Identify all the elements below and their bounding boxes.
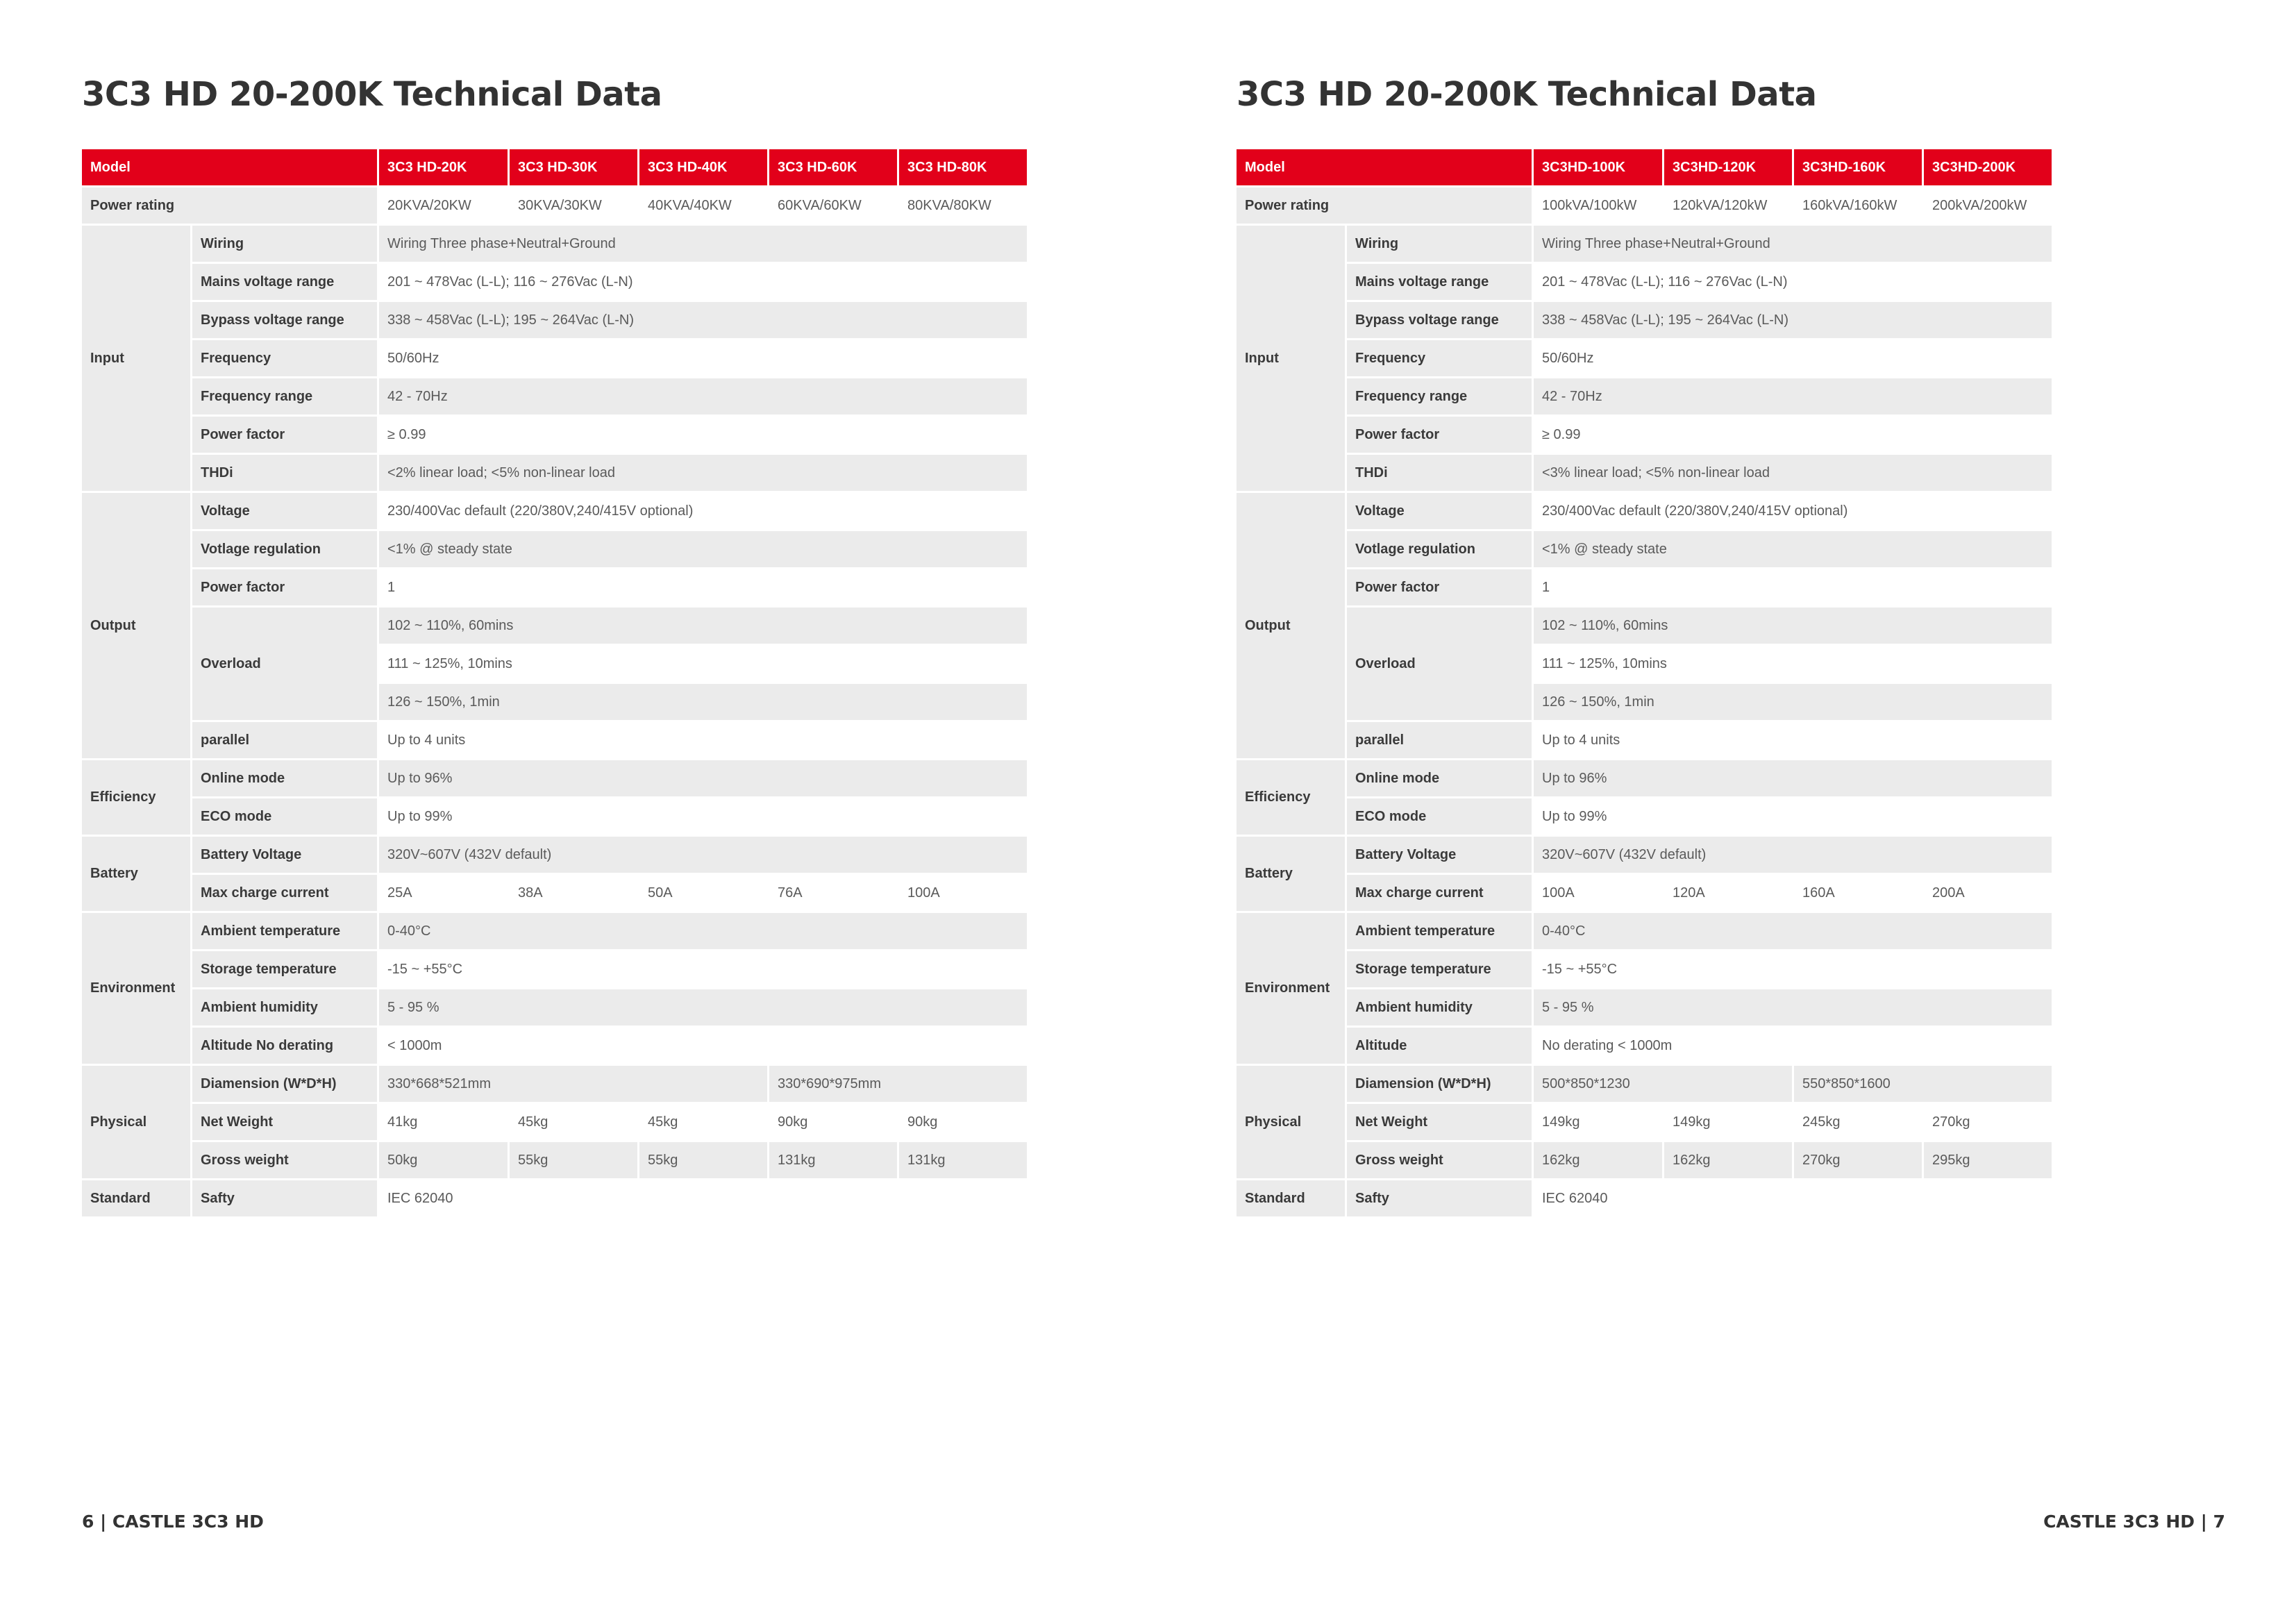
efficiency-category: Efficiency	[1237, 760, 1345, 835]
power-rating-value: 30KVA/30KW	[510, 187, 637, 224]
safety-value: IEC 62040	[1534, 1180, 2052, 1216]
table-row	[82, 1142, 1027, 1178]
table-row	[82, 913, 1027, 949]
page-title: 3C3 HD 20-200K Technical Data	[82, 75, 662, 114]
overload-value: 102 ~ 110%, 60mins	[1534, 608, 2052, 644]
table-row	[1237, 187, 2052, 224]
table-row	[1237, 837, 2052, 873]
table-row	[1237, 264, 2052, 300]
frequency-range-value: 42 - 70Hz	[1534, 378, 2052, 415]
output-category: Output	[1237, 493, 1345, 758]
gross-weight-label: Gross weight	[192, 1142, 377, 1178]
storage-temp-value: -15 ~ +55°C	[1534, 951, 2052, 987]
thdi-value: <3% linear load; <5% non-linear load	[1534, 455, 2052, 491]
table-row	[1237, 417, 2052, 453]
battery-category: Battery	[82, 837, 190, 911]
table-row	[1237, 1180, 2052, 1216]
ambient-temp-label: Ambient temperature	[1347, 913, 1532, 949]
bypass-voltage-value: 338 ~ 458Vac (L-L); 195 ~ 264Vac (L-N)	[1534, 302, 2052, 338]
online-mode-label: Online mode	[1347, 760, 1532, 796]
dimension-label: Diamension (W*D*H)	[1347, 1066, 1532, 1102]
gross-weight-value: 55kg	[639, 1142, 767, 1178]
model-name: 3C3 HD-60K	[769, 149, 897, 185]
frequency-value: 50/60Hz	[1534, 340, 2052, 376]
dimension-value: 550*850*1600	[1794, 1066, 2052, 1102]
input-power-factor-value: ≥ 0.99	[1534, 417, 2052, 453]
table-row	[1237, 951, 2052, 987]
power-rating-value: 60KVA/60KW	[769, 187, 897, 224]
table-row	[82, 264, 1027, 300]
altitude-value: < 1000m	[379, 1028, 1027, 1064]
charge-current-value: 50A	[639, 875, 767, 911]
humidity-value: 5 - 95 %	[379, 989, 1027, 1026]
thdi-label: THDi	[1347, 455, 1532, 491]
overload-label: Overload	[1347, 608, 1532, 720]
gross-weight-value: 295kg	[1924, 1142, 2052, 1178]
spec-table-right	[1234, 147, 2054, 1219]
table-row	[82, 951, 1027, 987]
net-weight-value: 270kg	[1924, 1104, 2052, 1140]
charge-current-value: 38A	[510, 875, 637, 911]
table-row	[82, 1028, 1027, 1064]
online-mode-value: Up to 96%	[1534, 760, 2052, 796]
net-weight-value: 149kg	[1664, 1104, 1792, 1140]
net-weight-value: 149kg	[1534, 1104, 1662, 1140]
model-name: 3C3 HD-40K	[639, 149, 767, 185]
battery-voltage-label: Battery Voltage	[1347, 837, 1532, 873]
wiring-value: Wiring Three phase+Neutral+Ground	[379, 226, 1027, 262]
table-row	[82, 302, 1027, 338]
mains-voltage-value: 201 ~ 478Vac (L-L); 116 ~ 276Vac (L-N)	[1534, 264, 2052, 300]
table-row	[82, 1180, 1027, 1216]
eco-mode-value: Up to 99%	[379, 798, 1027, 835]
safety-value: IEC 62040	[379, 1180, 1027, 1216]
table-row	[82, 569, 1027, 605]
table-row	[1237, 760, 2052, 796]
gross-weight-value: 131kg	[899, 1142, 1027, 1178]
voltage-regulation-value: <1% @ steady state	[1534, 531, 2052, 567]
output-voltage-value: 230/400Vac default (220/380V,240/415V optional)	[1534, 493, 2052, 529]
net-weight-value: 245kg	[1794, 1104, 1922, 1140]
bypass-voltage-label: Bypass voltage range	[192, 302, 377, 338]
table-row	[82, 760, 1027, 796]
power-rating-value: 40KVA/40KW	[639, 187, 767, 224]
humidity-label: Ambient humidity	[192, 989, 377, 1026]
voltage-regulation-value: <1% @ steady state	[379, 531, 1027, 567]
model-name: 3C3HD-160K	[1794, 149, 1922, 185]
output-voltage-label: Voltage	[1347, 493, 1532, 529]
ambient-temp-label: Ambient temperature	[192, 913, 377, 949]
table-row	[1237, 1028, 2052, 1064]
model-name: 3C3 HD-20K	[379, 149, 508, 185]
voltage-regulation-label: Votlage regulation	[192, 531, 377, 567]
model-label: Model	[1237, 149, 1532, 185]
battery-category: Battery	[1237, 837, 1345, 911]
table-row	[82, 1066, 1027, 1102]
table-row	[82, 455, 1027, 491]
frequency-range-label: Frequency range	[1347, 378, 1532, 415]
ambient-temp-value: 0-40°C	[1534, 913, 2052, 949]
table-row	[82, 1104, 1027, 1140]
net-weight-label: Net Weight	[1347, 1104, 1532, 1140]
table-row	[1237, 1142, 2052, 1178]
power-rating-label: Power rating	[1237, 187, 1532, 224]
power-rating-value: 120kVA/120kW	[1664, 187, 1792, 224]
table-row	[82, 417, 1027, 453]
charge-current-value: 76A	[769, 875, 897, 911]
ambient-temp-value: 0-40°C	[379, 913, 1027, 949]
online-mode-label: Online mode	[192, 760, 377, 796]
gross-weight-value: 162kg	[1664, 1142, 1792, 1178]
gross-weight-value: 162kg	[1534, 1142, 1662, 1178]
standard-category: Standard	[82, 1180, 190, 1216]
table-header-row	[1237, 149, 2052, 185]
output-power-factor-value: 1	[379, 569, 1027, 605]
output-voltage-value: 230/400Vac default (220/380V,240/415V optional)	[379, 493, 1027, 529]
input-category: Input	[82, 226, 190, 491]
wiring-label: Wiring	[1347, 226, 1532, 262]
eco-mode-label: ECO mode	[192, 798, 377, 835]
table-row	[1237, 798, 2052, 835]
thdi-label: THDi	[192, 455, 377, 491]
bypass-voltage-label: Bypass voltage range	[1347, 302, 1532, 338]
input-category: Input	[1237, 226, 1345, 491]
dimension-label: Diamension (W*D*H)	[192, 1066, 377, 1102]
wiring-value: Wiring Three phase+Neutral+Ground	[1534, 226, 2052, 262]
table-row	[1237, 989, 2052, 1026]
power-rating-value: 80KVA/80KW	[899, 187, 1027, 224]
table-row	[1237, 913, 2052, 949]
input-power-factor-label: Power factor	[1347, 417, 1532, 453]
net-weight-label: Net Weight	[192, 1104, 377, 1140]
eco-mode-label: ECO mode	[1347, 798, 1532, 835]
voltage-regulation-label: Votlage regulation	[1347, 531, 1532, 567]
overload-value: 102 ~ 110%, 60mins	[379, 608, 1027, 644]
safety-label: Safty	[192, 1180, 377, 1216]
table-row	[1237, 608, 2052, 644]
table-row	[1237, 226, 2052, 262]
output-power-factor-label: Power factor	[1347, 569, 1532, 605]
net-weight-value: 45kg	[510, 1104, 637, 1140]
bypass-voltage-value: 338 ~ 458Vac (L-L); 195 ~ 264Vac (L-N)	[379, 302, 1027, 338]
table-row	[1237, 493, 2052, 529]
power-rating-value: 200kVA/200kW	[1924, 187, 2052, 224]
overload-value: 111 ~ 125%, 10mins	[1534, 646, 2052, 682]
table-row	[1237, 569, 2052, 605]
frequency-label: Frequency	[192, 340, 377, 376]
table-row	[1237, 378, 2052, 415]
standard-category: Standard	[1237, 1180, 1345, 1216]
net-weight-value: 90kg	[899, 1104, 1027, 1140]
net-weight-value: 90kg	[769, 1104, 897, 1140]
page-footer: 6 | CASTLE 3C3 HD	[82, 1512, 264, 1532]
gross-weight-value: 50kg	[379, 1142, 508, 1178]
charge-current-value: 160A	[1794, 875, 1922, 911]
dimension-value: 500*850*1230	[1534, 1066, 1792, 1102]
table-row	[82, 837, 1027, 873]
output-voltage-label: Voltage	[192, 493, 377, 529]
table-row	[1237, 1104, 2052, 1140]
table-row	[82, 493, 1027, 529]
gross-weight-value: 270kg	[1794, 1142, 1922, 1178]
eco-mode-value: Up to 99%	[1534, 798, 2052, 835]
model-name: 3C3 HD-80K	[899, 149, 1027, 185]
storage-temp-label: Storage temperature	[192, 951, 377, 987]
charge-current-value: 200A	[1924, 875, 2052, 911]
table-row	[82, 875, 1027, 911]
frequency-range-label: Frequency range	[192, 378, 377, 415]
net-weight-value: 41kg	[379, 1104, 508, 1140]
overload-value: 126 ~ 150%, 1min	[1534, 684, 2052, 720]
table-row	[1237, 875, 2052, 911]
dimension-value: 330*690*975mm	[769, 1066, 1027, 1102]
table-row	[82, 340, 1027, 376]
power-rating-value: 20KVA/20KW	[379, 187, 508, 224]
table-row	[1237, 1066, 2052, 1102]
charge-current-value: 100A	[899, 875, 1027, 911]
charge-current-label: Max charge current	[192, 875, 377, 911]
gross-weight-value: 131kg	[769, 1142, 897, 1178]
parallel-value: Up to 4 units	[379, 722, 1027, 758]
parallel-label: parallel	[1347, 722, 1532, 758]
charge-current-label: Max charge current	[1347, 875, 1532, 911]
altitude-value: No derating < 1000m	[1534, 1028, 2052, 1064]
page-footer: CASTLE 3C3 HD | 7	[2043, 1512, 2225, 1532]
battery-voltage-value: 320V~607V (432V default)	[1534, 837, 2052, 873]
humidity-value: 5 - 95 %	[1534, 989, 2052, 1026]
safety-label: Safty	[1347, 1180, 1532, 1216]
mains-voltage-label: Mains voltage range	[1347, 264, 1532, 300]
frequency-value: 50/60Hz	[379, 340, 1027, 376]
table-header-row	[82, 149, 1027, 185]
table-row	[82, 531, 1027, 567]
overload-value: 111 ~ 125%, 10mins	[379, 646, 1027, 682]
physical-category: Physical	[1237, 1066, 1345, 1178]
frequency-label: Frequency	[1347, 340, 1532, 376]
gross-weight-label: Gross weight	[1347, 1142, 1532, 1178]
power-rating-value: 160kVA/160kW	[1794, 187, 1922, 224]
spec-table-left	[80, 147, 1029, 1219]
overload-label: Overload	[192, 608, 377, 720]
model-name: 3C3HD-200K	[1924, 149, 2052, 185]
charge-current-value: 25A	[379, 875, 508, 911]
net-weight-value: 45kg	[639, 1104, 767, 1140]
online-mode-value: Up to 96%	[379, 760, 1027, 796]
power-rating-label: Power rating	[82, 187, 377, 224]
model-label: Model	[82, 149, 377, 185]
model-name: 3C3HD-120K	[1664, 149, 1792, 185]
table-row	[1237, 455, 2052, 491]
charge-current-value: 100A	[1534, 875, 1662, 911]
wiring-label: Wiring	[192, 226, 377, 262]
overload-value: 126 ~ 150%, 1min	[379, 684, 1027, 720]
efficiency-category: Efficiency	[82, 760, 190, 835]
table-row	[82, 722, 1027, 758]
gross-weight-value: 55kg	[510, 1142, 637, 1178]
frequency-range-value: 42 - 70Hz	[379, 378, 1027, 415]
table-row	[1237, 340, 2052, 376]
table-row	[1237, 722, 2052, 758]
physical-category: Physical	[82, 1066, 190, 1178]
parallel-label: parallel	[192, 722, 377, 758]
mains-voltage-label: Mains voltage range	[192, 264, 377, 300]
table-row	[82, 989, 1027, 1026]
battery-voltage-value: 320V~607V (432V default)	[379, 837, 1027, 873]
humidity-label: Ambient humidity	[1347, 989, 1532, 1026]
mains-voltage-value: 201 ~ 478Vac (L-L); 116 ~ 276Vac (L-N)	[379, 264, 1027, 300]
page-title: 3C3 HD 20-200K Technical Data	[1237, 75, 1817, 114]
storage-temp-label: Storage temperature	[1347, 951, 1532, 987]
charge-current-value: 120A	[1664, 875, 1792, 911]
model-name: 3C3 HD-30K	[510, 149, 637, 185]
altitude-label: Altitude No derating	[192, 1028, 377, 1064]
model-name: 3C3HD-100K	[1534, 149, 1662, 185]
table-row	[1237, 302, 2052, 338]
table-row	[82, 608, 1027, 644]
table-row	[82, 798, 1027, 835]
dimension-value: 330*668*521mm	[379, 1066, 767, 1102]
output-power-factor-label: Power factor	[192, 569, 377, 605]
table-row	[82, 378, 1027, 415]
table-row	[82, 226, 1027, 262]
output-category: Output	[82, 493, 190, 758]
battery-voltage-label: Battery Voltage	[192, 837, 377, 873]
environment-category: Environment	[82, 913, 190, 1064]
table-row	[1237, 531, 2052, 567]
altitude-label: Altitude	[1347, 1028, 1532, 1064]
power-rating-value: 100kVA/100kW	[1534, 187, 1662, 224]
environment-category: Environment	[1237, 913, 1345, 1064]
storage-temp-value: -15 ~ +55°C	[379, 951, 1027, 987]
parallel-value: Up to 4 units	[1534, 722, 2052, 758]
input-power-factor-label: Power factor	[192, 417, 377, 453]
input-power-factor-value: ≥ 0.99	[379, 417, 1027, 453]
output-power-factor-value: 1	[1534, 569, 2052, 605]
table-row	[82, 187, 1027, 224]
thdi-value: <2% linear load; <5% non-linear load	[379, 455, 1027, 491]
